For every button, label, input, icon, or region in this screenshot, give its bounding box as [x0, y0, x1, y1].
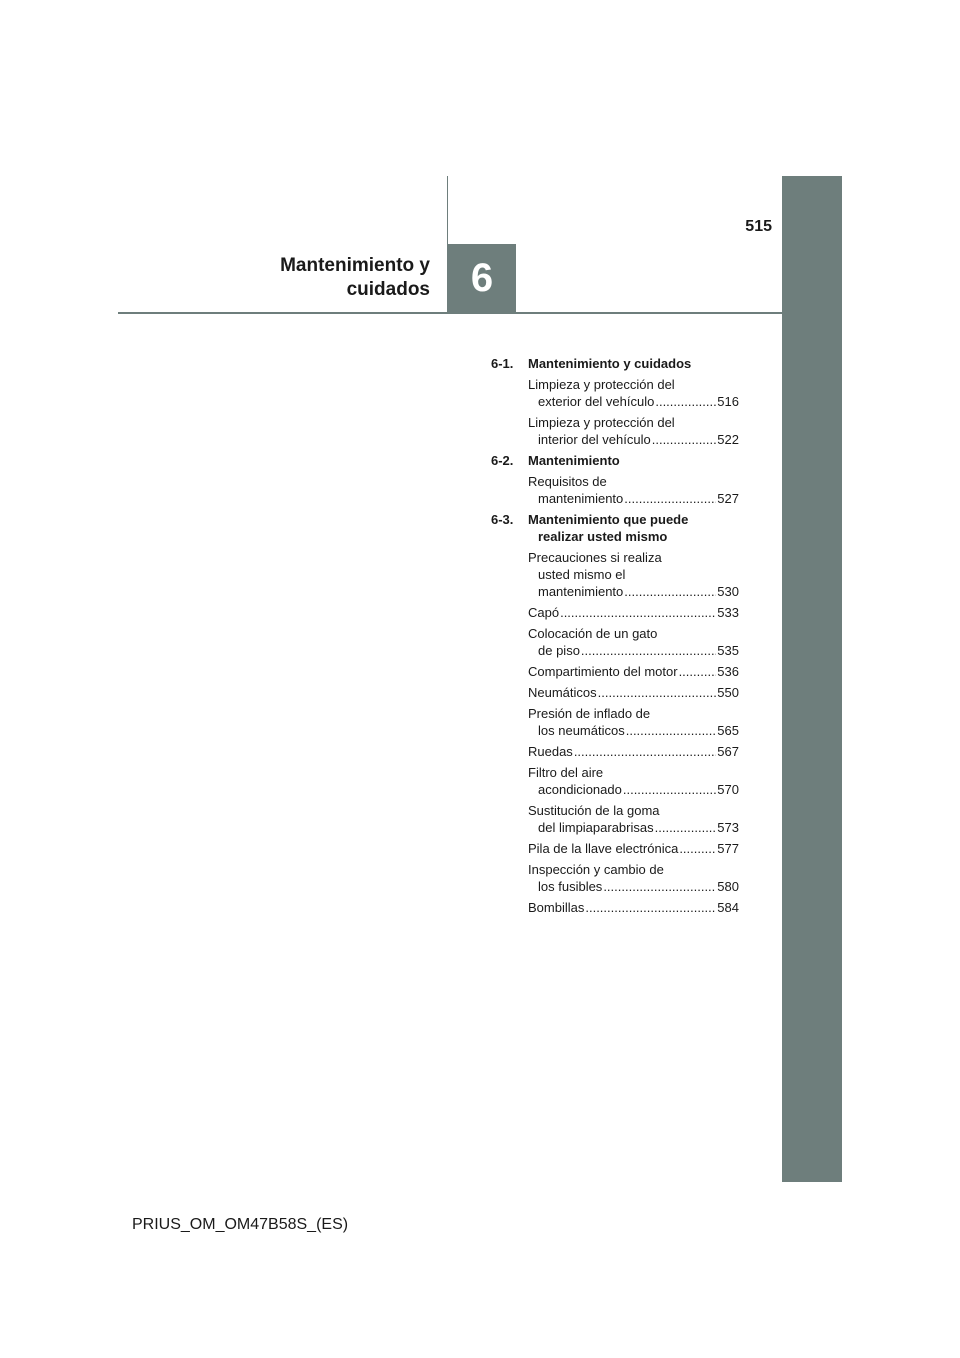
entry-text-line: Inspección y cambio de — [528, 862, 664, 877]
entry-text-line: Limpieza y protección del — [528, 415, 675, 430]
dot-leader — [603, 878, 716, 895]
entry-page-number: 522 — [717, 432, 739, 447]
entry-text-line: Colocación de un gato — [528, 626, 658, 641]
dot-leader — [623, 781, 716, 798]
document-code: PRIUS_OM_OM47B58S_(ES) — [132, 1216, 349, 1233]
entry-last-line — [528, 684, 739, 701]
side-thumb-tab — [782, 176, 842, 1182]
entry-last-line — [528, 878, 739, 895]
toc-entry[interactable] — [528, 376, 739, 410]
entry-last-line — [528, 604, 739, 621]
entry-page-number: 516 — [717, 394, 739, 409]
entry-last-line — [528, 431, 739, 448]
entry-text-line: Presión de inflado de — [528, 706, 651, 721]
dot-leader — [581, 642, 716, 659]
entry-text: interior del vehículo — [538, 432, 651, 447]
toc-entry[interactable] — [528, 604, 739, 621]
entry-last-line — [528, 840, 739, 857]
toc-entry[interactable] — [528, 625, 739, 659]
toc-entry[interactable] — [528, 705, 739, 739]
entry-page-number: 530 — [717, 584, 739, 599]
dot-leader — [624, 490, 716, 507]
toc-section-heading[interactable] — [491, 511, 739, 545]
toc-entries — [528, 473, 739, 507]
entry-page-number: 550 — [717, 685, 739, 700]
page-number: 515 — [745, 218, 772, 235]
chapter-title-line: Mantenimiento y — [280, 255, 430, 276]
toc-section-heading[interactable] — [491, 452, 739, 469]
toc-entries — [528, 549, 739, 916]
chapter-number-box: 6 — [448, 244, 516, 313]
entry-text: Ruedas — [528, 744, 573, 759]
dot-leader — [585, 899, 716, 916]
entry-text-line: Requisitos de — [528, 474, 607, 489]
entry-text: Neumáticos — [528, 685, 597, 700]
entry-last-line — [528, 393, 739, 410]
chapter-title — [250, 254, 430, 302]
section-title — [528, 355, 691, 372]
section-number: 6-2. — [491, 453, 514, 468]
entry-text: mantenimiento — [538, 584, 624, 599]
section-number: 6-3. — [491, 512, 514, 527]
toc-entry[interactable] — [528, 473, 739, 507]
section-number: 6-1. — [491, 356, 514, 371]
toc-section-heading[interactable] — [491, 355, 739, 372]
dot-leader — [655, 393, 716, 410]
section-title — [528, 452, 620, 469]
entry-text: de piso — [538, 643, 580, 658]
entry-page-number: 577 — [717, 841, 739, 856]
entry-text-line: Sustitución de la goma — [528, 803, 660, 818]
entry-last-line — [528, 899, 739, 916]
entry-text-line: Limpieza y protección del — [528, 377, 675, 392]
toc-entry[interactable] — [528, 802, 739, 836]
entry-last-line — [528, 490, 739, 507]
toc-entry[interactable] — [528, 743, 739, 760]
entry-page-number: 580 — [717, 879, 739, 894]
entry-text: Capó — [528, 605, 560, 620]
entry-page-number: 535 — [717, 643, 739, 658]
entry-last-line — [528, 743, 739, 760]
dot-leader — [560, 604, 716, 621]
toc-entry[interactable] — [528, 684, 739, 701]
dot-leader — [574, 743, 716, 760]
toc-entry[interactable] — [528, 764, 739, 798]
entry-page-number: 584 — [717, 900, 739, 915]
table-of-contents — [491, 355, 739, 920]
entry-page-number: 573 — [717, 820, 739, 835]
toc-entries — [528, 376, 739, 448]
entry-last-line — [528, 583, 739, 600]
toc-entry[interactable] — [528, 663, 739, 680]
dot-leader — [598, 684, 717, 701]
entry-page-number: 536 — [717, 664, 739, 679]
entry-page-number: 527 — [717, 491, 739, 506]
toc-entry[interactable] — [528, 840, 739, 857]
entry-text: Compartimiento del motor — [528, 664, 678, 679]
toc-entry[interactable] — [528, 414, 739, 448]
entry-last-line — [528, 722, 739, 739]
entry-text-line: Precauciones si realiza — [528, 550, 662, 565]
entry-text: acondicionado — [538, 782, 622, 797]
dot-leader — [624, 583, 716, 600]
entry-text-line: Filtro del aire — [528, 765, 604, 780]
entry-text: Bombillas — [528, 900, 585, 915]
section-title-line: Mantenimiento — [528, 453, 620, 468]
entry-text: del limpiaparabrisas — [538, 820, 654, 835]
entry-page-number: 570 — [717, 782, 739, 797]
dot-leader — [652, 431, 717, 448]
entry-page-number: 533 — [717, 605, 739, 620]
chapter-title-line: cuidados — [346, 279, 430, 300]
dot-leader — [655, 819, 717, 836]
toc-entry[interactable] — [528, 549, 739, 600]
entry-text: Pila de la llave electrónica — [528, 841, 679, 856]
entry-last-line — [528, 781, 739, 798]
dot-leader — [626, 722, 717, 739]
entry-last-line — [528, 663, 739, 680]
section-title — [528, 511, 688, 545]
entry-page-number: 565 — [717, 723, 739, 738]
section-title-line: Mantenimiento que puede — [528, 512, 689, 527]
entry-last-line — [528, 819, 739, 836]
dot-leader — [679, 840, 716, 857]
entry-page-number: 567 — [717, 744, 739, 759]
section-title-line: Mantenimiento y cuidados — [528, 356, 692, 371]
entry-text: exterior del vehículo — [538, 394, 655, 409]
toc-entry[interactable] — [528, 899, 739, 916]
dot-leader — [679, 663, 717, 680]
entry-text: los fusibles — [538, 879, 603, 894]
entry-text-line: usted mismo el — [538, 567, 626, 582]
toc-entry[interactable] — [528, 861, 739, 895]
entry-last-line — [528, 642, 739, 659]
section-title-line: realizar usted mismo — [538, 529, 668, 544]
entry-text: los neumáticos — [538, 723, 625, 738]
entry-text: mantenimiento — [538, 491, 624, 506]
